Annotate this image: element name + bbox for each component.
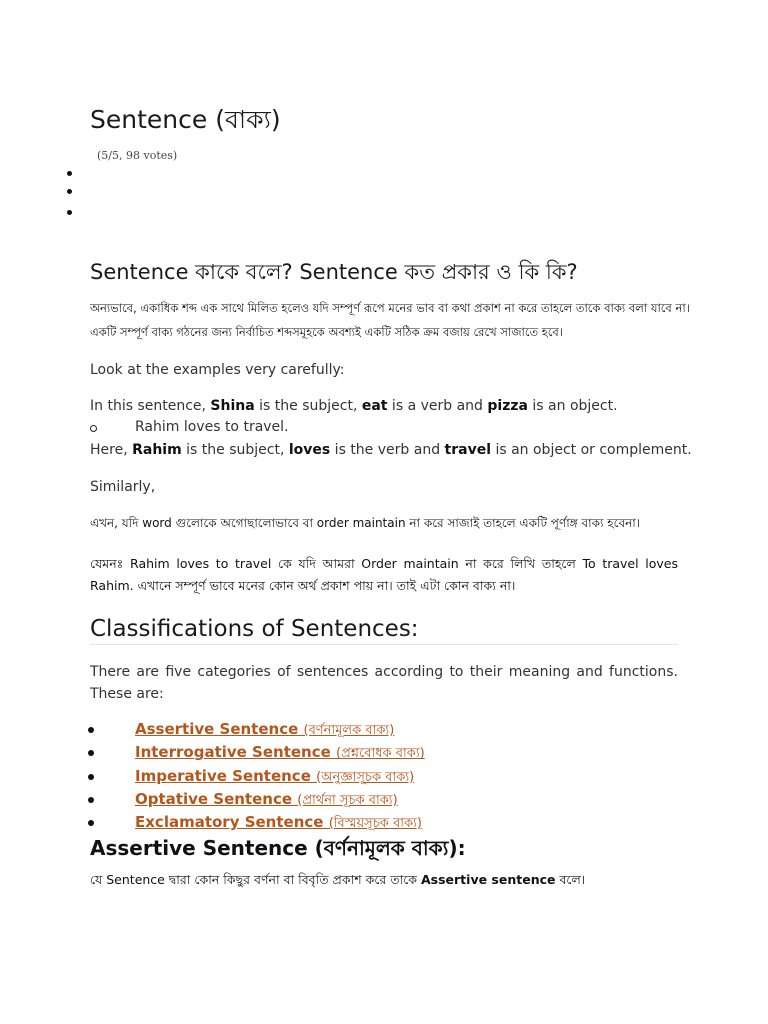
link-bangla-label: (বর্ণনামূলক বাক্য)	[303, 723, 395, 738]
classifications-heading: Classifications of Sentences:	[90, 616, 419, 642]
link-label: Interrogative Sentence	[135, 743, 331, 762]
list-item	[88, 811, 425, 834]
look-examples-text: Look at the examples very carefully:	[90, 362, 345, 378]
bullet-dot	[67, 171, 72, 176]
text-fragment: In this sentence,	[90, 398, 211, 414]
rating-text: (5/5, 98 votes)	[97, 149, 178, 162]
section-heading-what-is-sentence: Sentence কাকে বলে? Sentence কত প্রকার ও কি কি?	[90, 260, 578, 284]
link-label: Imperative Sentence	[135, 766, 311, 785]
link-optative-sentence[interactable]	[135, 790, 398, 808]
circle-bullet	[90, 425, 97, 432]
assertive-definition	[90, 872, 585, 892]
link-assertive-sentence[interactable]	[135, 720, 394, 738]
bold-term: Assertive sentence	[420, 872, 556, 887]
bold-word: pizza	[487, 398, 528, 414]
text-fragment: বলে।	[555, 872, 586, 887]
example-sentence: Rahim loves to travel.	[135, 419, 289, 435]
bangla-example-text: যেমনঃ Rahim loves to travel কে যদি আমরা Order maintain না করে লিখি তাহলে To travel loves Rahim. এখানে সম্পূর্ণ ভাবে মনের কোন অর্থ প্রকাশ পায় না। তাই এটা কোন বাক্য না।	[90, 556, 678, 593]
text-fragment: is a verb and	[387, 398, 488, 414]
bold-word: loves	[288, 442, 331, 458]
list-item	[88, 788, 425, 811]
bold-word: Rahim	[132, 442, 182, 458]
bangla-definition-line1: অন্যভাবে, একাধিক শব্দ এক সাথে মিলিত হলেও যদি সম্পূর্ণ রূপে মনের ভাব বা কথা প্রকাশ না করে তাহলে তাকে বাক্য বলা যাবে না।	[90, 301, 690, 315]
text-fragment: is the subject,	[181, 442, 289, 458]
list-item	[88, 765, 425, 788]
bangla-order-text: এখন, যদি word গুলোকে অগোছালোভাবে বা order maintain না করে সাজাই তাহলে একটি পূর্ণাঙ্গ বাক্য হবেনা।	[90, 516, 641, 530]
example-intro-text	[90, 398, 618, 414]
bullet-dot	[67, 210, 72, 215]
sentence-types-list	[88, 718, 425, 834]
heading-divider	[90, 644, 678, 645]
link-imperative-sentence[interactable]	[135, 767, 414, 785]
text-fragment: is the subject,	[254, 398, 362, 414]
link-bangla-label: (প্রার্থনা সূচক বাক্য)	[297, 792, 398, 808]
text-fragment: is an object.	[527, 398, 618, 414]
link-bangla-label: (বিস্ময়সূচক বাক্য)	[328, 816, 422, 832]
categories-paragraph: There are five categories of sentences according to their meaning and functions. These are:	[90, 664, 678, 702]
similarly-text: Similarly,	[90, 479, 156, 495]
text-fragment: is an object or complement.	[491, 442, 692, 458]
bangla-definition-line2: একটি সম্পূর্ণ বাক্য গঠনের জন্য নির্বাচিত শব্দসমূহকে অবশ্যই একটি সঠিক ক্রম বজায় রেখে সাজাতে হবে।	[90, 325, 563, 339]
text-fragment: যে Sentence দ্বারা কোন কিছুর বর্ণনা বা বিবৃতি প্রকাশ করে তাকে	[90, 872, 421, 887]
list-item	[88, 718, 425, 741]
link-label: Optative Sentence	[135, 789, 293, 808]
link-bangla-label: (অনুজ্ঞাসূচক বাক্য)	[316, 769, 415, 785]
link-label: Exclamatory Sentence	[135, 813, 324, 832]
link-exclamatory-sentence[interactable]	[135, 813, 422, 831]
assertive-heading: Assertive Sentence (বর্ণনামূলক বাক্য):	[90, 836, 466, 860]
text-fragment: Here,	[90, 442, 133, 458]
bullet-dot	[67, 189, 72, 194]
bold-word: travel	[444, 442, 491, 458]
bold-word: eat	[361, 398, 388, 414]
page-title: Sentence (বাক্য)	[90, 105, 281, 134]
bold-word: Shina	[210, 398, 255, 414]
example-explanation	[90, 442, 692, 458]
list-item	[88, 741, 425, 764]
link-label: Assertive Sentence	[135, 720, 299, 738]
text-fragment: is the verb and	[330, 442, 445, 458]
link-bangla-label: (প্রশ্নবোধক বাক্য)	[336, 746, 425, 762]
link-interrogative-sentence[interactable]	[135, 743, 425, 761]
